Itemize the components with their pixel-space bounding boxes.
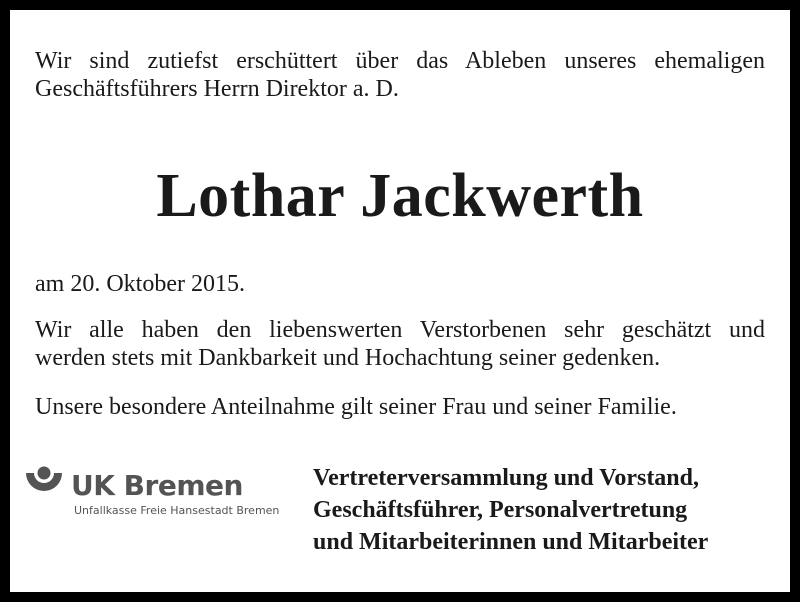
tribute-line-2: werden stets mit Dankbarkeit und Hochachtung seiner gedenken. — [35, 345, 661, 371]
uk-bremen-logo-icon — [24, 463, 64, 503]
intro-line-2: Geschäftsführers Herrn Direktor a. D. — [35, 76, 399, 102]
intro-paragraph — [35, 47, 765, 103]
signers-block — [313, 462, 708, 558]
tribute-paragraph — [35, 316, 765, 372]
condolence-paragraph — [35, 393, 765, 421]
logo-subtitle: Unfallkasse Freie Hansestadt Bremen — [74, 504, 280, 517]
uk-bremen-logo — [24, 463, 294, 523]
obituary-notice — [10, 10, 790, 592]
condolence-line: Unsere besondere Anteilnahme gilt seiner Frau und seiner Familie. — [35, 394, 677, 420]
signer-line: Geschäftsführer, Personalvertretung — [313, 497, 688, 523]
logo-title: UK Bremen — [71, 469, 243, 502]
signer-line: und Mitarbeiterinnen und Mitarbeiter — [313, 529, 709, 555]
signer-line: Vertreterversammlung und Vorstand, — [313, 465, 700, 491]
tribute-line-1: Wir alle haben den liebenswerten Verstorbenen sehr geschätzt und — [35, 317, 765, 343]
date-line: am 20. Oktober 2015. — [35, 271, 245, 297]
deceased-name: Lothar Jackwerth — [156, 162, 644, 230]
intro-line-1: Wir sind zutiefst erschüttert über das Ableben unseres ehemaligen — [35, 48, 765, 74]
date-paragraph — [35, 270, 765, 298]
